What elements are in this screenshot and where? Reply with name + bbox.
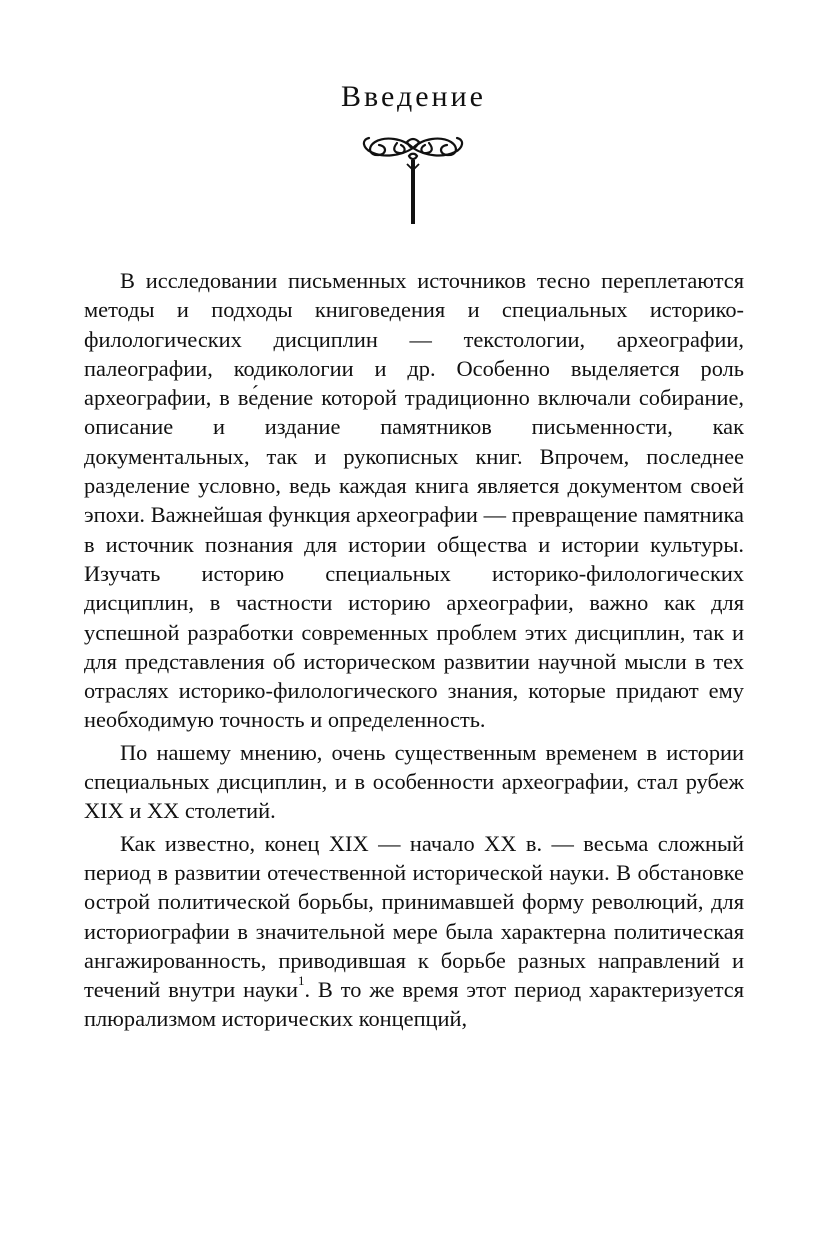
paragraph: В исследовании письменных источников тесно переплетаются методы и подходы книговедения и специальных историко-филологических дисциплин — текстологии, археографии, палеографии, кодикологии и др. Особенно выделяется роль археографии, в ве́дение которой традиционно включали собирание, описание и издание памятников письменности, как документальных, так и рукописных книг. Впрочем, последнее разделение условно, ведь каждая книга является документом своей эпохи. Важнейшая функция археографии — превращение памятника в источник познания для истории общества и истории культуры. Изучать историю специальных историко-филологических дисциплин, в частности историю археографии, важно как для успешной разработки современных проблем этих дисциплин, так и для представления об историческом развитии научной мысли в тех отраслях историко-филологического знания, которые придают ему необходимую точность и определенность.: [84, 268, 744, 733]
chapter-title: Введение: [341, 80, 486, 113]
footnote-marker[interactable]: 1: [297, 973, 305, 989]
body-text: [84, 266, 744, 1034]
paragraph-text: . В то же время этот период характеризуется плюрализмом исторических концепций,: [84, 977, 744, 1032]
paragraph: По нашему мнению, очень существенным временем в истории специальных дисциплин, и в особенности археографии, стал рубеж XIX и XX столетий.: [84, 739, 744, 824]
paragraph-text: Как известно, конец XIX — начало XX в. — весьма сложный период в развитии отечественной исторической науки. В обстановке острой политической борьбы, принимавшей форму революций, для историографии в значительной мере была характерна политическая ангажированность, приводившая к борьбе разных направлений и течений внутри науки: [84, 830, 744, 1003]
flourish-ornament-icon: [353, 126, 473, 226]
paragraph: [84, 829, 744, 1034]
